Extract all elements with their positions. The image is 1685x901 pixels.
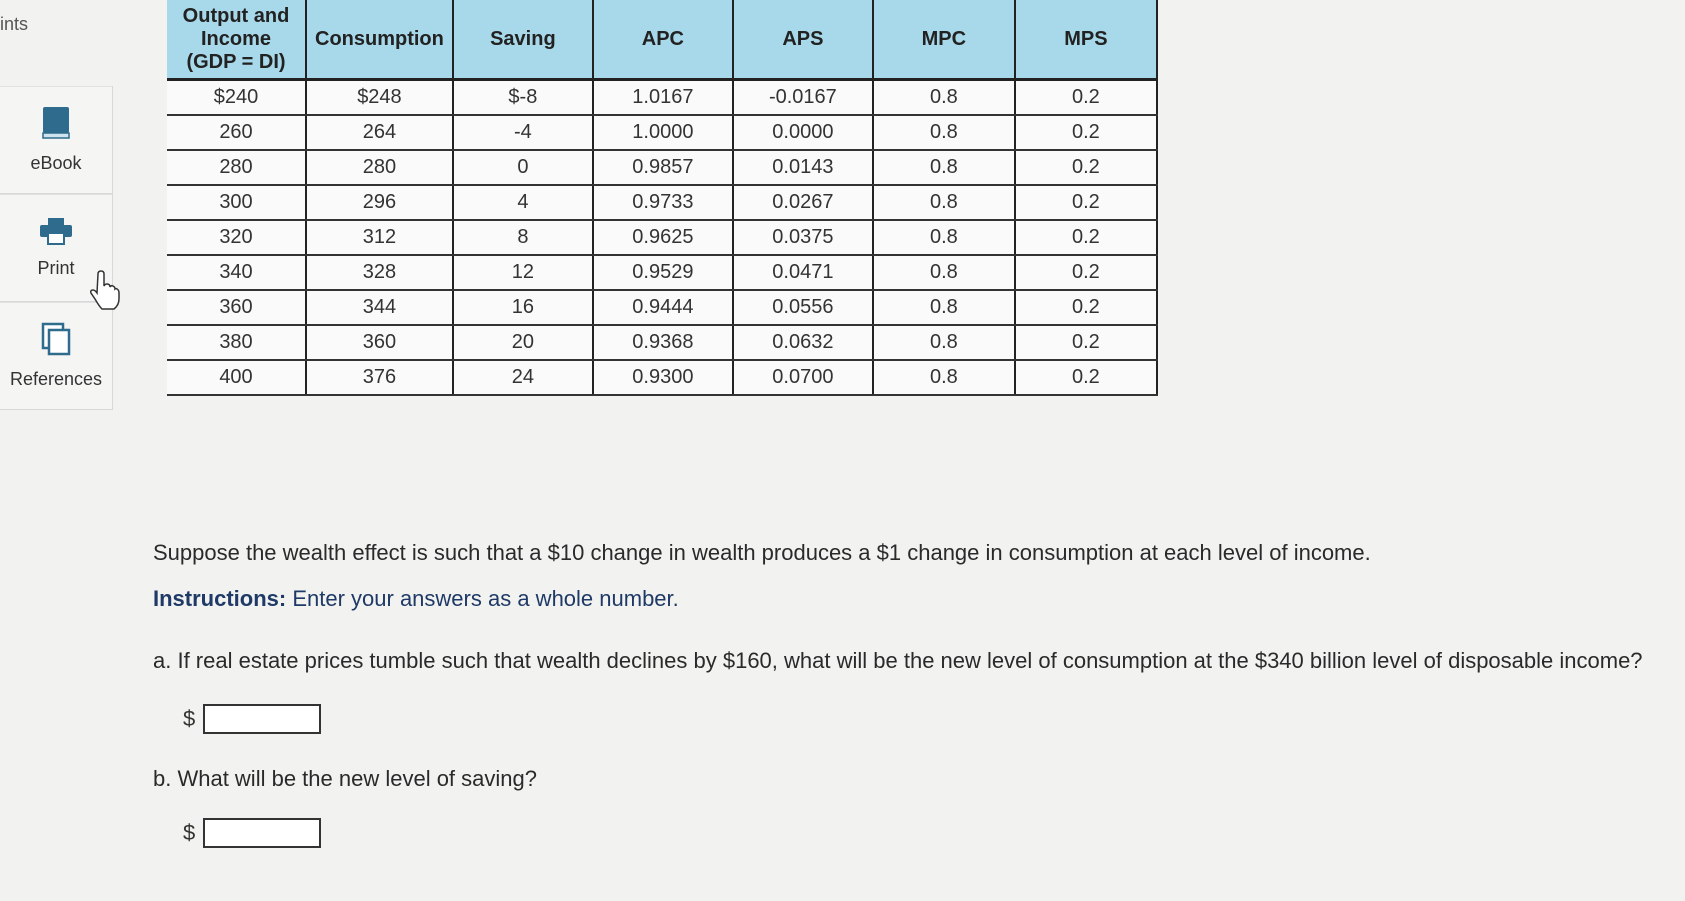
cell-aps: 0.0632 [733,325,873,360]
cell-output-income: 340 [167,255,306,290]
cell-mps: 0.2 [1015,220,1157,255]
header-saving: Saving [453,0,593,80]
cell-mps: 0.2 [1015,80,1157,116]
cell-aps: 0.0700 [733,360,873,395]
cell-aps: 0.0556 [733,290,873,325]
cell-aps: 0.0267 [733,185,873,220]
cell-saving: 12 [453,255,593,290]
sidebar-item-label: eBook [30,153,82,173]
table-row [167,115,1157,150]
cell-mps: 0.2 [1015,290,1157,325]
header-mps: MPS [1015,0,1157,80]
cell-mpc: 0.8 [873,325,1015,360]
cell-apc: 0.9368 [593,325,733,360]
cell-consumption: 344 [306,290,453,325]
cell-consumption: 376 [306,360,453,395]
cell-aps: 0.0471 [733,255,873,290]
table-row [167,255,1157,290]
cell-mpc: 0.8 [873,220,1015,255]
hand-cursor-icon [90,270,120,315]
answer-row-a [183,704,1653,734]
cell-saving: $-8 [453,80,593,116]
header-aps: APS [733,0,873,80]
sidebar-item-references[interactable] [0,302,112,410]
cell-mps: 0.2 [1015,115,1157,150]
cell-saving: 16 [453,290,593,325]
cell-mps: 0.2 [1015,325,1157,360]
cell-apc: 0.9300 [593,360,733,395]
cell-aps: 0.0000 [733,115,873,150]
cell-aps: 0.0375 [733,220,873,255]
points-label: ints [0,14,29,34]
cell-consumption: 360 [306,325,453,360]
cell-output-income: 300 [167,185,306,220]
sidebar-item-label: References [9,369,103,389]
currency-symbol: $ [183,820,196,845]
header-apc: APC [593,0,733,80]
cell-aps: 0.0143 [733,150,873,185]
header-consumption: Consumption [306,0,453,80]
cell-apc: 0.9733 [593,185,733,220]
instructions-label: Instructions: [153,586,287,611]
cell-mpc: 0.8 [873,115,1015,150]
cell-mps: 0.2 [1015,255,1157,290]
cell-apc: 0.9529 [593,255,733,290]
economics-table [167,0,1158,396]
sidebar-item-label: Print [37,258,75,278]
cell-consumption: 312 [306,220,453,255]
cell-consumption: 280 [306,150,453,185]
cell-saving: 0 [453,150,593,185]
header-mpc: MPC [873,0,1015,80]
cell-mpc: 0.8 [873,185,1015,220]
question-intro: Suppose the wealth effect is such that a $10 change in wealth produces a $1 change in consumption at each level of income. [153,540,1371,565]
cell-output-income: 280 [167,150,306,185]
cell-output-income: $240 [167,80,306,116]
table-row [167,290,1157,325]
instructions [153,586,1653,612]
references-icon [41,322,71,361]
data-table-container [167,0,1158,396]
table-row [167,150,1157,185]
sidebar [0,86,113,410]
cell-mpc: 0.8 [873,290,1015,325]
question-part-b: b. What will be the new level of saving? [153,766,537,791]
cell-mpc: 0.8 [873,360,1015,395]
table-row [167,185,1157,220]
instructions-text: Enter your answers as a whole number. [286,586,679,611]
cell-apc: 0.9625 [593,220,733,255]
cell-apc: 0.9444 [593,290,733,325]
table-header-row [167,0,1157,80]
cell-aps: -0.0167 [733,80,873,116]
cell-apc: 1.0167 [593,80,733,116]
cell-apc: 1.0000 [593,115,733,150]
sidebar-item-ebook[interactable] [0,86,112,194]
cell-output-income: 320 [167,220,306,255]
printer-icon [39,217,73,250]
cell-output-income: 360 [167,290,306,325]
cell-apc: 0.9857 [593,150,733,185]
cell-output-income: 400 [167,360,306,395]
cell-output-income: 380 [167,325,306,360]
header-output-income: Output and Income (GDP = DI) [167,0,306,80]
cell-mpc: 0.8 [873,150,1015,185]
table-row [167,360,1157,395]
cell-saving: 20 [453,325,593,360]
cell-mpc: 0.8 [873,255,1015,290]
cell-saving: -4 [453,115,593,150]
cell-consumption: 264 [306,115,453,150]
cell-saving: 24 [453,360,593,395]
answer-b-input[interactable] [203,818,321,848]
cell-consumption: 296 [306,185,453,220]
book-icon [41,106,71,145]
answer-row-b [183,818,1653,848]
cell-mps: 0.2 [1015,185,1157,220]
cell-saving: 8 [453,220,593,255]
answer-a-input[interactable] [203,704,321,734]
cell-output-income: 260 [167,115,306,150]
table-row [167,325,1157,360]
table-row [167,80,1157,116]
table-row [167,220,1157,255]
cell-mps: 0.2 [1015,360,1157,395]
cell-mpc: 0.8 [873,80,1015,116]
currency-symbol: $ [183,706,196,731]
cell-saving: 4 [453,185,593,220]
cell-mps: 0.2 [1015,150,1157,185]
cell-consumption: 328 [306,255,453,290]
cell-consumption: $248 [306,80,453,116]
question-part-a: a. If real estate prices tumble such that wealth declines by $160, what will be the new level of consumption at the $340 billion level of disposable income? [153,648,1643,673]
question-section [153,540,1653,848]
